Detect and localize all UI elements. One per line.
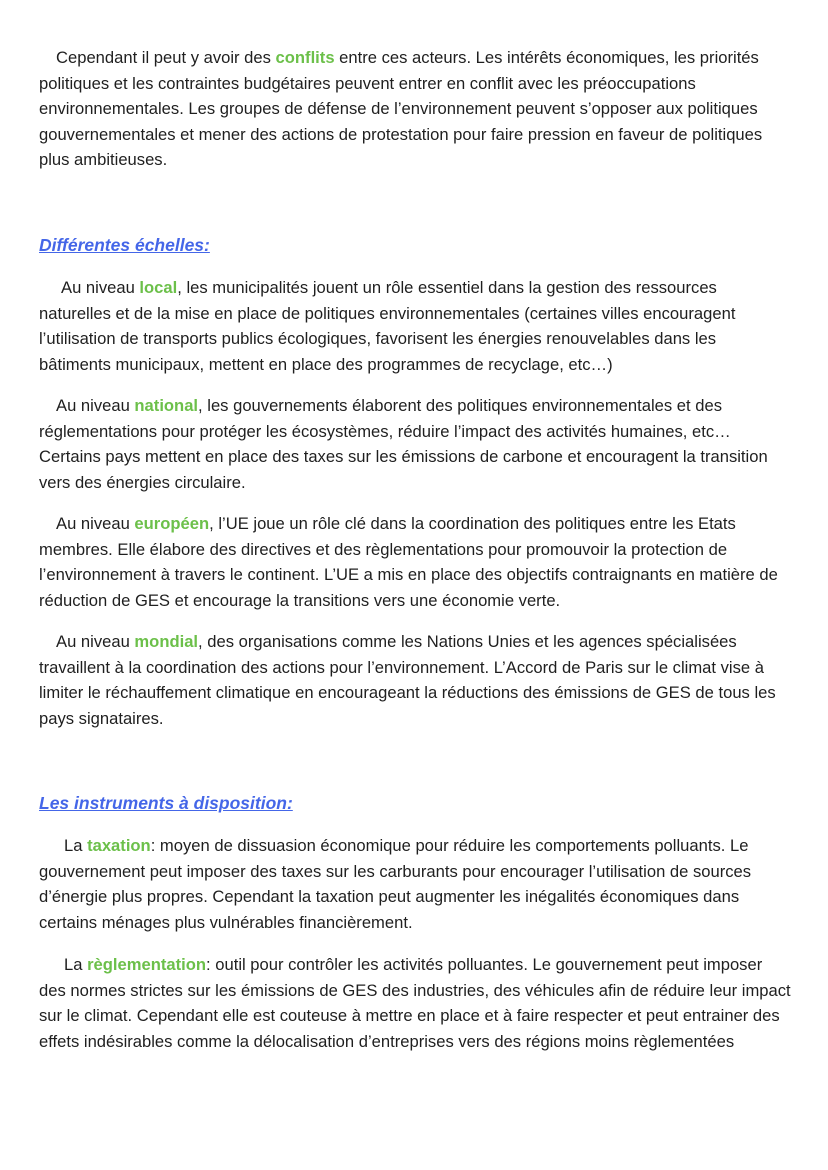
- paragraph-text: Au niveau: [56, 396, 135, 415]
- paragraph-mondial: [39, 629, 791, 731]
- paragraph-local: [39, 275, 791, 377]
- heading-instruments: Les instruments à disposition:: [39, 793, 293, 813]
- keyword-national: national: [134, 396, 199, 415]
- keyword-reglementation: règlementation: [87, 955, 207, 974]
- keyword-mondial: mondial: [134, 632, 199, 651]
- paragraph-text: , les gouvernements élaborent des politiques environnementales et des réglementations pour protéger les écosystèmes, réduire l’impact des activités humaines, etc…Certains pays mettent en place des taxes sur les émissions de carbone et encouragent la transition vers des énergies circulaire.: [39, 396, 768, 492]
- paragraph-text: : moyen de dissuasion économique pour réduire les comportements polluants. Le gouvernement peut imposer des taxes sur les carburants pour encourager l’utilisation de sources d’énergie plus propres. Cependant la taxation peut augmenter les inégalités économiques dans certains ménages plus vulnérables financièrement.: [39, 836, 752, 932]
- paragraph-text: La: [64, 955, 88, 974]
- keyword-local: local: [139, 278, 178, 297]
- keyword-taxation: taxation: [87, 836, 151, 855]
- paragraph-taxation: [39, 833, 791, 935]
- paragraph-conflicts: [39, 45, 791, 173]
- paragraph-text: Au niveau: [56, 514, 135, 533]
- heading-differentes-echelles: Différentes échelles:: [39, 235, 210, 255]
- paragraph-text: : outil pour contrôler les activités polluantes. Le gouvernement peut imposer des normes strictes sur les émissions de GES des industries, des véhicules afin de réduire leur impact sur le climat. Cependant elle est couteuse à mettre en place et à faire respecter et peut entrainer des effets indésirables comme la délocalisation d’entreprises vers des régions moins règlementées: [39, 955, 791, 1051]
- paragraph-europeen: [39, 511, 791, 613]
- paragraph-text: , l’UE joue un rôle clé dans la coordination des politiques entre les Etats membres. Elle élabore des directives et des règlementations pour promouvoir la protection de l’environnement à travers le continent. L’UE a mis en place des objectifs contraignants en matière de réduction de GES et encourage la transitions vers une économie verte.: [39, 514, 778, 610]
- keyword-conflits: conflits: [275, 48, 335, 67]
- keyword-europeen: européen: [134, 514, 210, 533]
- paragraph-text: Au niveau: [61, 278, 140, 297]
- paragraph-text: Au niveau: [56, 632, 135, 651]
- paragraph-text: , les municipalités jouent un rôle essentiel dans la gestion des ressources naturelles et de la mise en place de politiques environnementales (certaines villes encouragent l’utilisation de transports publics écologiques, favorisent les énergies renouvelables dans les bâtiments municipaux, mettent en place des programmes de recyclage, etc…): [39, 278, 736, 374]
- paragraph-text: La: [64, 836, 88, 855]
- paragraph-text: Cependant il peut y avoir des: [56, 48, 276, 67]
- paragraph-national: [39, 393, 791, 495]
- paragraph-reglementation: [39, 952, 791, 1054]
- paragraph-text: entre ces acteurs. Les intérêts économiques, les priorités politiques et les contraintes budgétaires peuvent entrer en conflit avec les préoccupations environnementales. Les groupes de défense de l’environnement peuvent s’opposer aux politiques gouvernementales et mener des actions de protestation pour faire pression en faveur de politiques plus ambitieuses.: [39, 48, 763, 170]
- paragraph-text: , des organisations comme les Nations Unies et les agences spécialisées travaillent à la coordination des actions pour l’environnement. L’Accord de Paris sur le climat vise à limiter le réchauffement climatique en encourageant la réductions des émissions de GES de tous les pays signataires.: [39, 632, 776, 728]
